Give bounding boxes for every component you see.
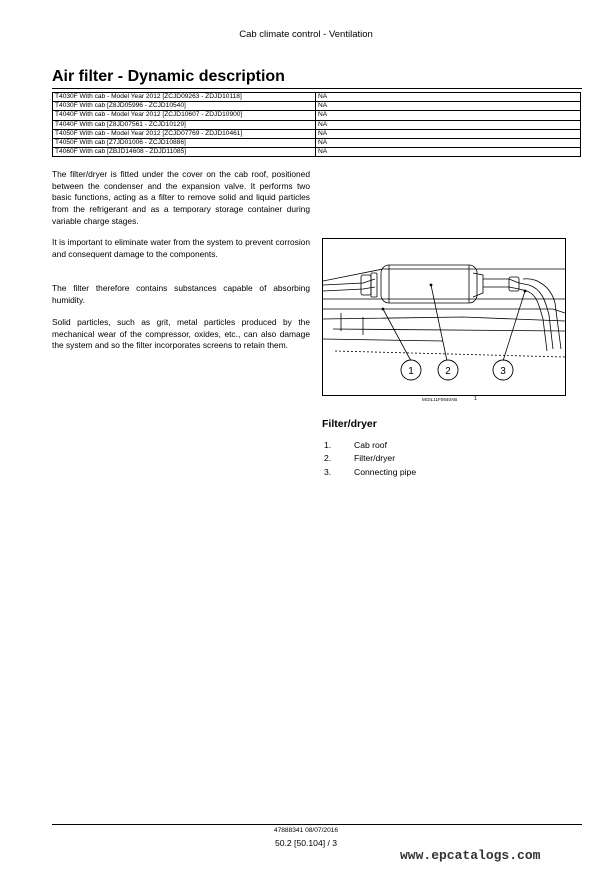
- paragraph-humidity: The filter therefore contains substances capable of absorbing humidity.: [52, 283, 310, 305]
- paragraph-function: The filter/dryer is fitted under the cover on the cab roof, positioned between the condenser and the expansion valve. It performs two basic functions, acting as a filter to remove solid and liquid particles from the refrigerant and as a temporary storage container during variable charge stages.: [52, 169, 310, 226]
- model-cell: T4060F With cab [ZBJD14608 - ZDJD11085]: [53, 148, 316, 157]
- callout-label-1: 1: [408, 366, 414, 377]
- running-header: Cab climate control - Ventilation: [239, 29, 373, 40]
- title-divider: [52, 88, 582, 89]
- filter-dryer-figure: [322, 238, 566, 396]
- watermark-url: www.epcatalogs.com: [400, 848, 541, 863]
- table-row: [53, 120, 581, 129]
- legend-label: Connecting pipe: [354, 467, 417, 477]
- section-title: Air filter - Dynamic description: [52, 68, 285, 85]
- model-cell: T4050F With cab [Z7JD01006 - ZCJD10886]: [53, 139, 316, 148]
- callout-label-3: 3: [500, 366, 506, 377]
- model-applicability-table: [52, 92, 581, 157]
- value-cell: NA: [316, 111, 581, 120]
- filter-dryer-illustration: [323, 239, 565, 395]
- model-cell: T4030F With cab - Model Year 2012 [ZCJD09263 - ZDJD10118]: [53, 93, 316, 102]
- table-row: [53, 102, 581, 111]
- legend-number: 3.: [324, 467, 332, 477]
- table-row: [53, 111, 581, 120]
- model-cell: T4050F With cab - Model Year 2012 [ZCJD07769 - ZDJD10461]: [53, 129, 316, 138]
- legend-number: 2.: [324, 453, 332, 463]
- value-cell: NA: [316, 129, 581, 138]
- legend-label: Filter/dryer: [354, 453, 396, 463]
- table-row: [53, 129, 581, 138]
- figure-code: MOIL11F0640AB: [422, 397, 458, 402]
- legend-label: Cab roof: [354, 440, 387, 450]
- callout-label-2: 2: [445, 366, 451, 377]
- document-reference: 47888341 08/07/2016: [273, 827, 339, 834]
- value-cell: NA: [316, 102, 581, 111]
- legend-number: 1.: [324, 440, 332, 450]
- figure-number: 1: [474, 396, 478, 402]
- paragraph-particles: Solid particles, such as grit, metal particles produced by the mechanical wear of the compressor, oxides, etc., can also damage the system and so the filter incorporates screens to retain them.: [52, 317, 310, 351]
- table-row: [53, 139, 581, 148]
- paragraph-water: It is important to eliminate water from the system to prevent corrosion and consequent damage to the components.: [52, 237, 310, 259]
- table-row: [53, 148, 581, 157]
- footer-divider: [52, 824, 582, 825]
- value-cell: NA: [316, 148, 581, 157]
- table-row: [53, 93, 581, 102]
- value-cell: NA: [316, 120, 581, 129]
- model-cell: T4040F With cab - Model Year 2012 [ZCJD10607 - ZDJD10900]: [53, 111, 316, 120]
- value-cell: NA: [316, 93, 581, 102]
- model-cell: T4040F With cab [Z8JD07561 - ZCJD10129]: [53, 120, 316, 129]
- figure-caption: Filter/dryer: [322, 418, 377, 430]
- value-cell: NA: [316, 139, 581, 148]
- page-number: 50.2 [50.104] / 3: [274, 838, 338, 848]
- model-cell: T4030F With cab [Z8JD05996 - ZCJD10540]: [53, 102, 316, 111]
